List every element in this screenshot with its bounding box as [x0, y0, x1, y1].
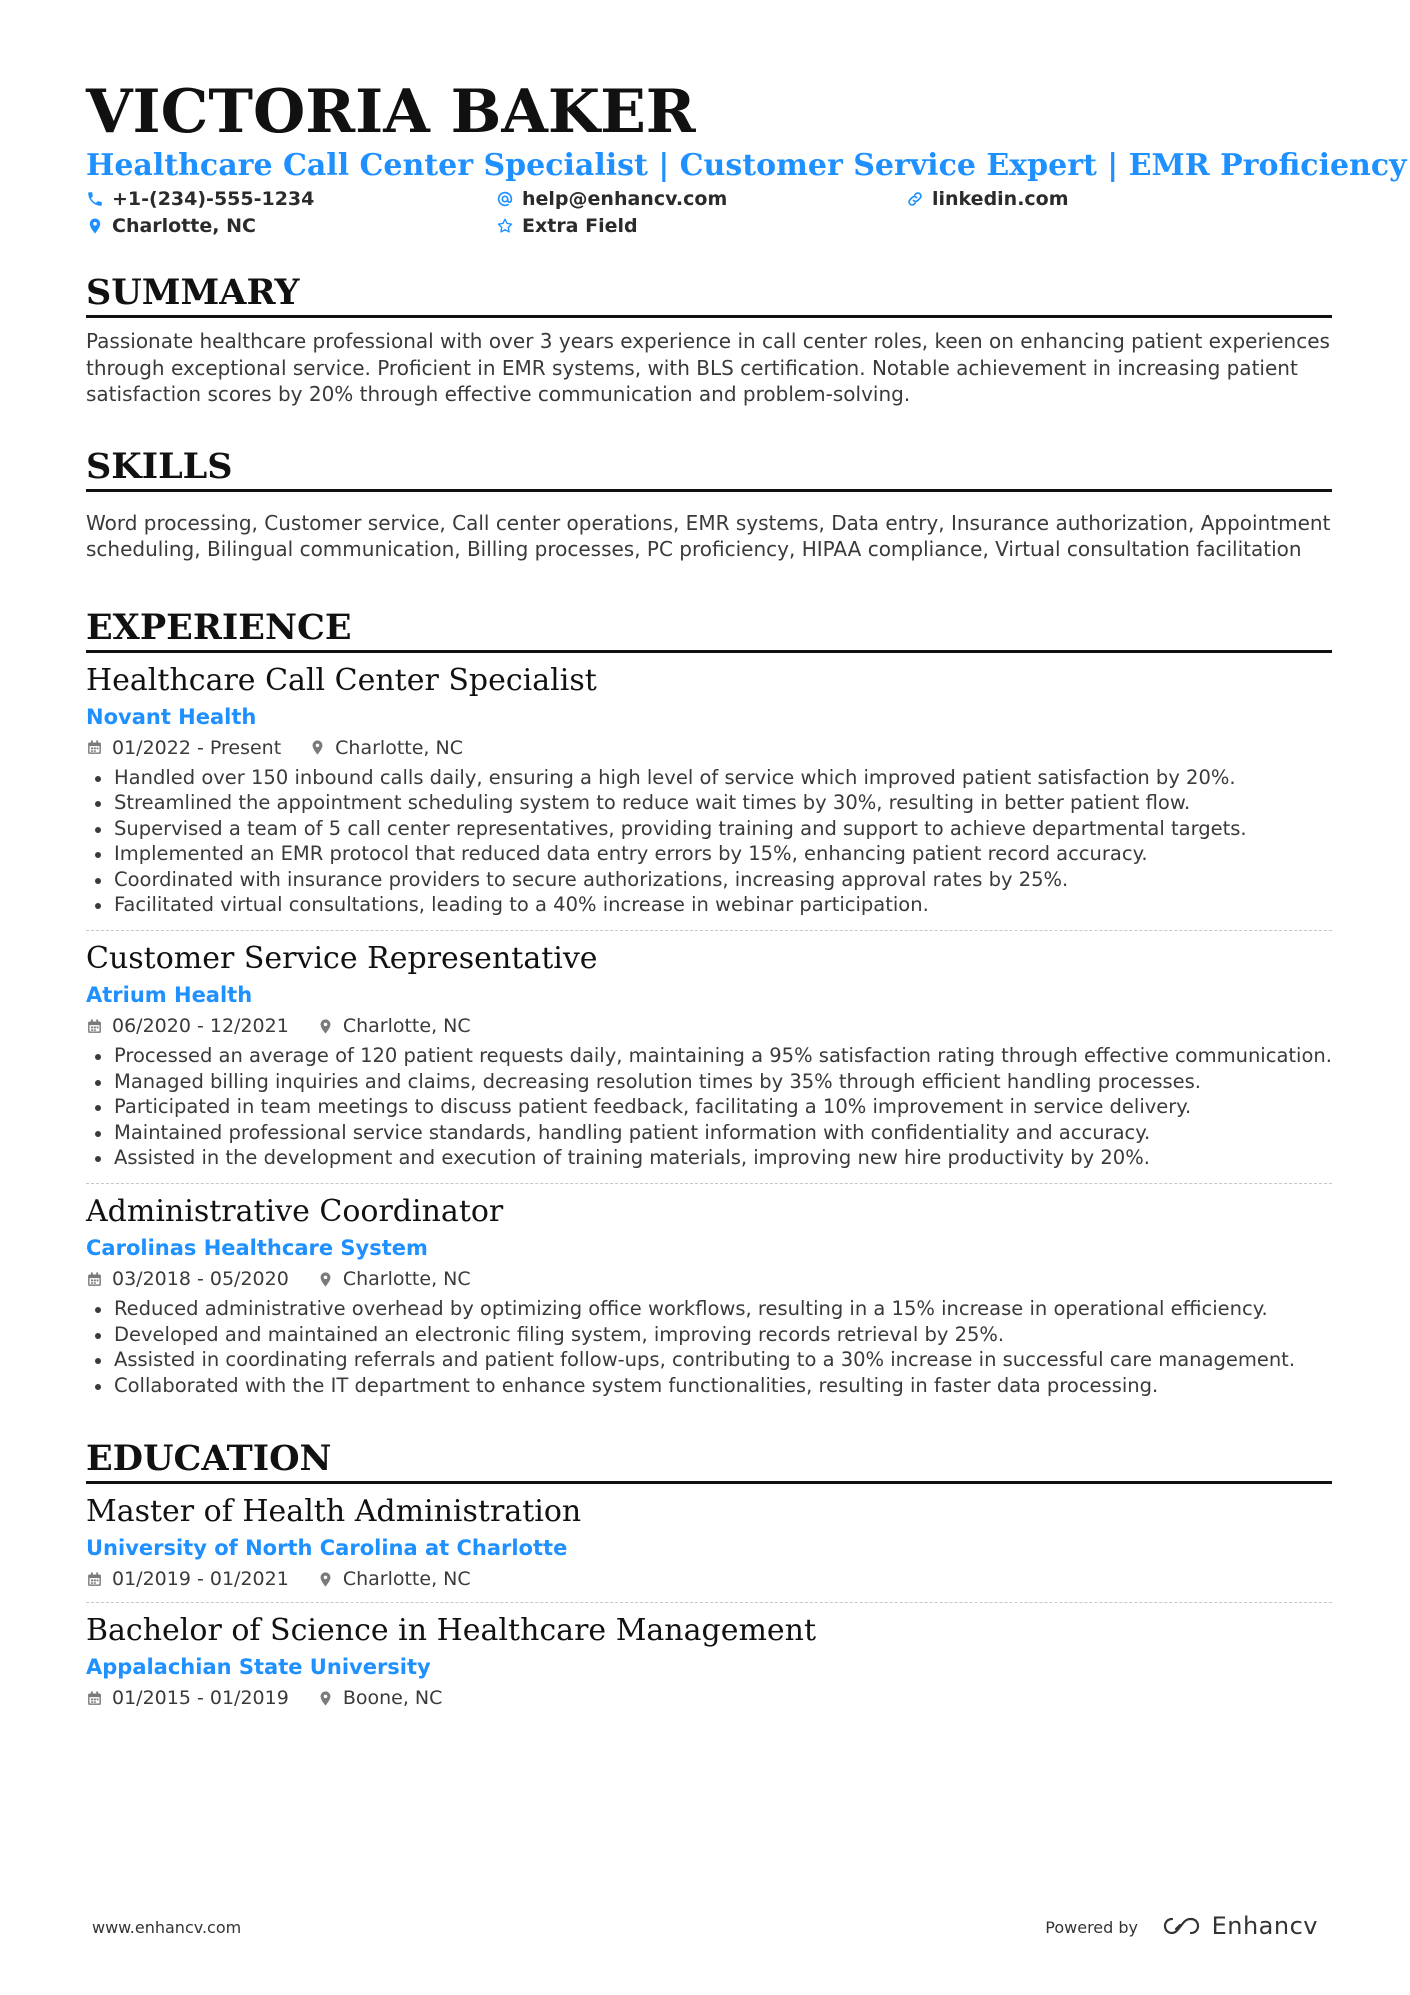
- star-icon: [496, 217, 514, 235]
- education-location: [317, 1566, 471, 1592]
- degree-title: Master of Health Administration: [86, 1494, 582, 1530]
- calendar-icon: [86, 1018, 103, 1035]
- experience-section: [86, 607, 1332, 1399]
- footer-website[interactable]: www.enhancv.com: [92, 1918, 242, 1937]
- job-dates: [86, 1266, 289, 1292]
- education-location: [317, 1685, 443, 1711]
- contact-extra: [496, 213, 638, 239]
- experience-entry: [86, 931, 1332, 1184]
- page-footer: [92, 1914, 1318, 1944]
- phone-icon: [86, 190, 104, 208]
- bullet-item: Processed an average of 120 patient requests daily, maintaining a 95% satisfaction rating through effective communication.: [86, 1043, 1332, 1069]
- dates-text: 06/2020 - 12/2021: [112, 1015, 289, 1038]
- bullet-item: Implemented an EMR protocol that reduced data entry errors by 15%, enhancing patient record accuracy.: [86, 841, 1332, 867]
- degree-title: Bachelor of Science in Healthcare Management: [86, 1613, 817, 1649]
- bullet-item: Coordinated with insurance providers to secure authorizations, increasing approval rates by 25%.: [86, 867, 1332, 893]
- job-location: [317, 1266, 471, 1292]
- map-pin-icon: [86, 217, 104, 235]
- bullet-item: Streamlined the appointment scheduling system to reduce wait times by 30%, resulting in better patient flow.: [86, 790, 1332, 816]
- job-title: Healthcare Call Center Specialist: [86, 662, 597, 698]
- calendar-icon: [86, 1271, 103, 1288]
- bullet-item: Participated in team meetings to discuss patient feedback, facilitating a 10% improvement in service delivery.: [86, 1094, 1332, 1120]
- footer-powered-by: Powered by: [1045, 1918, 1138, 1937]
- email-text: help@enhancv.com: [522, 188, 728, 210]
- job-meta: [86, 735, 1332, 761]
- school-name: Appalachian State University: [86, 1655, 431, 1680]
- bullet-item: Managed billing inquiries and claims, decreasing resolution times by 35% through efficient handling processes.: [86, 1069, 1332, 1095]
- summary-section: [86, 272, 1332, 408]
- section-title-skills: SKILLS: [86, 445, 233, 487]
- contact-location: [86, 213, 256, 239]
- experience-entry: [86, 653, 1332, 932]
- brand-logo[interactable]: [1160, 1912, 1318, 1940]
- experience-list: [86, 653, 1332, 1399]
- calendar-icon: [86, 1690, 103, 1707]
- bullet-item: Handled over 150 inbound calls daily, ensuring a high level of service which improved patient satisfaction by 20%.: [86, 765, 1332, 791]
- education-meta: [86, 1685, 1332, 1711]
- education-section: [86, 1438, 1332, 1711]
- bullet-list: [86, 1296, 1332, 1398]
- bullet-list: [86, 1043, 1332, 1171]
- dates-text: 01/2022 - Present: [112, 736, 282, 759]
- skills-text: Word processing, Customer service, Call center operations, EMR systems, Data entry, Insurance authorization, Appointment scheduling, Bilingual communication, Billing processes, PC proficiency, HIPAA compliance, Virtual consultation facilitation: [86, 510, 1331, 561]
- bullet-item: Maintained professional service standards, handling patient information with confidentiality and accuracy.: [86, 1120, 1332, 1146]
- location-text: Charlotte, NC: [335, 736, 463, 759]
- location-text: Charlotte, NC: [342, 1268, 471, 1291]
- job-location: [317, 1013, 471, 1039]
- brand-name: Enhancv: [1211, 1912, 1318, 1940]
- map-pin-icon: [317, 1690, 334, 1707]
- map-pin-icon: [317, 1018, 334, 1035]
- bullet-item: Assisted in coordinating referrals and patient follow-ups, contributing to a 30% increase in successful care management.: [86, 1347, 1332, 1373]
- company-name: Carolinas Healthcare System: [86, 1236, 428, 1261]
- map-pin-icon: [309, 739, 326, 756]
- location-text: Charlotte, NC: [112, 215, 256, 237]
- location-text: Charlotte, NC: [342, 1015, 471, 1038]
- job-title: Customer Service Representative: [86, 941, 598, 977]
- education-entry: [86, 1603, 1332, 1711]
- summary-text: Passionate healthcare professional with over 3 years experience in call center roles, keen on enhancing patient experiences through exceptional service. Proficient in EMR systems, with BLS certification. Notable achievement in increasing patient satisfaction scores by 20% through effective communication and problem-solving.: [86, 329, 1330, 406]
- bullet-item: Reduced administrative overhead by optimizing office workflows, resulting in a 15% increase in operational efficiency.: [86, 1296, 1332, 1322]
- company-name: Atrium Health: [86, 983, 253, 1008]
- dates-text: 01/2019 - 01/2021: [112, 1568, 289, 1591]
- bullet-list: [86, 765, 1332, 919]
- bullet-item: Assisted in the development and execution of training materials, improving new hire productivity by 20%.: [86, 1145, 1332, 1171]
- contact-info: [86, 186, 1332, 240]
- section-divider: [86, 489, 1332, 492]
- education-dates: [86, 1566, 289, 1592]
- education-meta: [86, 1566, 1332, 1592]
- contact-email[interactable]: [496, 186, 727, 212]
- resume-page: [86, 76, 1407, 1711]
- section-title-summary: SUMMARY: [86, 272, 300, 313]
- job-dates: [86, 1013, 289, 1039]
- experience-entry: [86, 1184, 1332, 1398]
- dates-text: 01/2015 - 01/2019: [112, 1687, 289, 1710]
- candidate-name: VICTORIA BAKER: [86, 77, 696, 147]
- at-icon: [496, 190, 514, 208]
- job-location: [309, 735, 463, 761]
- school-name: University of North Carolina at Charlotte: [86, 1536, 568, 1561]
- bullet-item: Supervised a team of 5 call center representatives, providing training and support to achieve departmental targets.: [86, 816, 1332, 842]
- section-divider: [86, 315, 1332, 318]
- bullet-item: Developed and maintained an electronic filing system, improving records retrieval by 25%.: [86, 1322, 1332, 1348]
- job-meta: [86, 1013, 1332, 1039]
- phone-text: +1-(234)-555-1234: [112, 188, 315, 210]
- link-icon: [906, 190, 924, 208]
- bullet-item: Facilitated virtual consultations, leading to a 40% increase in webinar participation.: [86, 892, 1332, 918]
- education-entry: [86, 1484, 1332, 1603]
- company-name: Novant Health: [86, 704, 257, 729]
- map-pin-icon: [317, 1271, 334, 1288]
- section-title-experience: EXPERIENCE: [86, 606, 352, 648]
- dates-text: 03/2018 - 05/2020: [112, 1268, 289, 1291]
- job-title: Administrative Coordinator: [86, 1194, 504, 1230]
- bullet-item: Collaborated with the IT department to enhance system functionalities, resulting in faster data processing.: [86, 1373, 1332, 1399]
- calendar-icon: [86, 1571, 103, 1588]
- location-text: Boone, NC: [342, 1687, 443, 1710]
- headline: Healthcare Call Center Specialist | Customer Service Expert | EMR Proficiency: [86, 148, 1407, 183]
- extra-text: Extra Field: [522, 215, 638, 237]
- calendar-icon: [86, 739, 103, 756]
- job-dates: [86, 735, 281, 761]
- contact-phone[interactable]: [86, 186, 314, 212]
- job-meta: [86, 1266, 1332, 1292]
- location-text: Charlotte, NC: [342, 1568, 471, 1591]
- section-title-education: EDUCATION: [86, 1438, 332, 1480]
- skills-section: [86, 446, 1332, 563]
- linkedin-text: linkedin.com: [932, 188, 1069, 210]
- enhancv-logo-icon: [1160, 1914, 1204, 1938]
- map-pin-icon: [317, 1571, 334, 1588]
- education-dates: [86, 1685, 289, 1711]
- contact-linkedin[interactable]: [906, 186, 1069, 212]
